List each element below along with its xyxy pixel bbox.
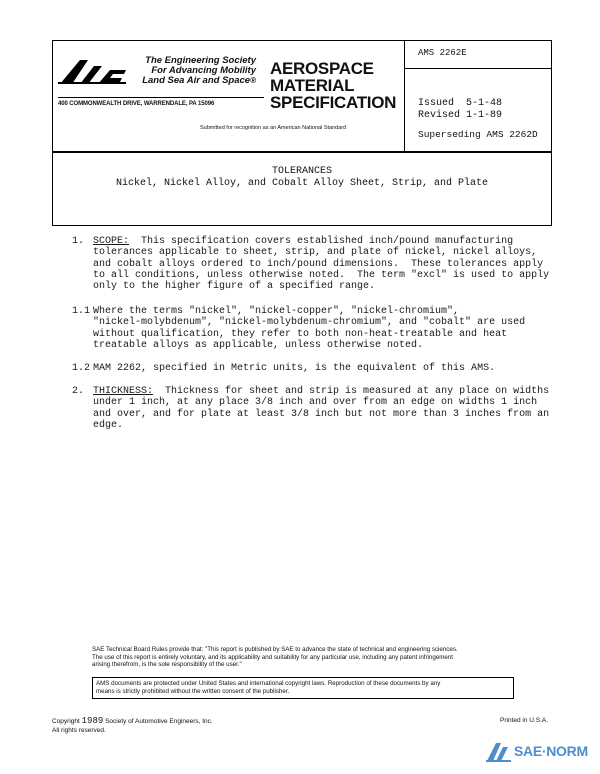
address-rule	[58, 97, 264, 98]
section-1-2	[72, 363, 562, 377]
section-line: only to the higher figure of a specified range.	[93, 281, 376, 293]
sae-logo	[58, 56, 128, 88]
section-line: treatable alloys as applicable, unless otherwise noted.	[93, 339, 424, 351]
section-1-1	[72, 306, 562, 354]
section-scope	[72, 236, 562, 296]
section-first-line-text: This specification covers established inch/pound manufacturing	[129, 236, 514, 247]
technical-board-rules	[92, 646, 562, 669]
section-line: and over, and for plate at least 3/8 inch but not more than 3 inches from an	[93, 408, 550, 420]
section-number: 1.2	[72, 363, 91, 374]
header-divider	[404, 40, 405, 152]
society-name	[132, 56, 256, 86]
society-line-3-text: Land Sea Air and Space	[142, 75, 251, 86]
section-line: edge.	[93, 419, 124, 431]
section-line: to all conditions, unless otherwise noted. The term "excl" is used to apply	[93, 269, 550, 281]
superseding: Superseding AMS 2262D	[418, 129, 538, 140]
society-line-1: The Engineering Society	[145, 55, 256, 66]
document-title: TOLERANCES	[271, 166, 332, 177]
submitted-note: Submitted for recognition as an American National Standard	[200, 125, 347, 131]
society-line-2: For Advancing Mobility	[151, 65, 256, 76]
issued-date: Issued 5-1-48	[418, 98, 503, 109]
society-line-3	[132, 76, 256, 86]
doc-number-rule	[404, 68, 552, 69]
title-box	[52, 152, 552, 226]
watermark-text: SAE·NORM	[514, 743, 588, 759]
registered-mark: ®	[250, 76, 256, 85]
section-first-line	[93, 386, 563, 397]
sae-watermark-icon	[486, 741, 512, 763]
section-thickness	[72, 386, 562, 434]
section-number: 2.	[72, 386, 85, 397]
copyright-notice-line: AMS documents are protected under United States and international copyright laws. Reproduction of these documents by any	[96, 680, 441, 687]
spec-title-line-2: MATERIAL	[270, 76, 355, 95]
section-line: under 1 inch, at any place 3/8 inch and over from an edge on widths 1 inch	[93, 397, 538, 409]
section-line: without qualification, they refer to both non-heat-treatable and heat	[93, 328, 508, 340]
section-number: 1.	[72, 236, 85, 247]
doc-number: AMS 2262E	[418, 48, 467, 58]
revised-date: Revised 1-1-89	[418, 110, 503, 121]
section-line: and cobalt alloys ordered to inch/pound dimensions. These tolerances apply	[93, 258, 544, 270]
section-heading: THICKNESS:	[93, 386, 154, 397]
rules-line: The use of this report is entirely voluntary, and its applicability and suitability for any particular use, including any patent infringement	[92, 653, 454, 661]
all-rights-reserved: All rights reserved.	[52, 727, 106, 734]
spec-title-line-3: SPECIFICATION	[270, 93, 397, 112]
section-number: 1.1	[72, 306, 91, 317]
copyright-line	[52, 716, 213, 726]
section-line: tolerances applicable to sheet, strip, and plate of nickel, nickel alloys,	[93, 247, 538, 259]
section-line: "nickel-molybdenum", "nickel-molybdenum-chromium", and "cobalt" are used	[93, 317, 526, 329]
spec-title	[270, 60, 402, 111]
section-line: Where the terms "nickel", "nickel-copper", "nickel-chromium",	[93, 306, 460, 317]
sae-norm-watermark	[486, 741, 596, 771]
copyright-year: 1989	[81, 716, 104, 726]
section-line: MAM 2262, specified in Metric units, is the equivalent of this AMS.	[93, 363, 496, 374]
document-subtitle: Nickel, Nickel Alloy, and Cobalt Alloy Sheet, Strip, and Plate	[115, 178, 489, 189]
copyright-notice-line: means is strictly prohibited without the written consent of the publisher.	[96, 687, 290, 695]
printed-in: Printed in U.S.A.	[500, 717, 549, 724]
section-first-line	[93, 236, 563, 247]
copyright-label: Copyright	[52, 718, 80, 725]
section-heading: SCOPE:	[93, 236, 130, 247]
society-address: 400 COMMONWEALTH DRIVE, WARRENDALE, PA 15096	[58, 101, 215, 107]
sae-logo-icon	[58, 56, 128, 88]
rules-line: arising therefrom, is the sole responsibility of the user."	[92, 661, 242, 668]
copyright-notice-box	[92, 677, 514, 699]
section-first-line-text: Thickness for sheet and strip is measured at any place on widths	[153, 386, 550, 397]
spec-title-line-1: AEROSPACE	[270, 59, 374, 78]
rules-line: SAE Technical Board Rules provide that: "This report is published by SAE to advance the state of technical and engineering sciences.	[92, 646, 458, 653]
copyright-owner: Society of Automotive Engineers, Inc.	[105, 718, 213, 725]
